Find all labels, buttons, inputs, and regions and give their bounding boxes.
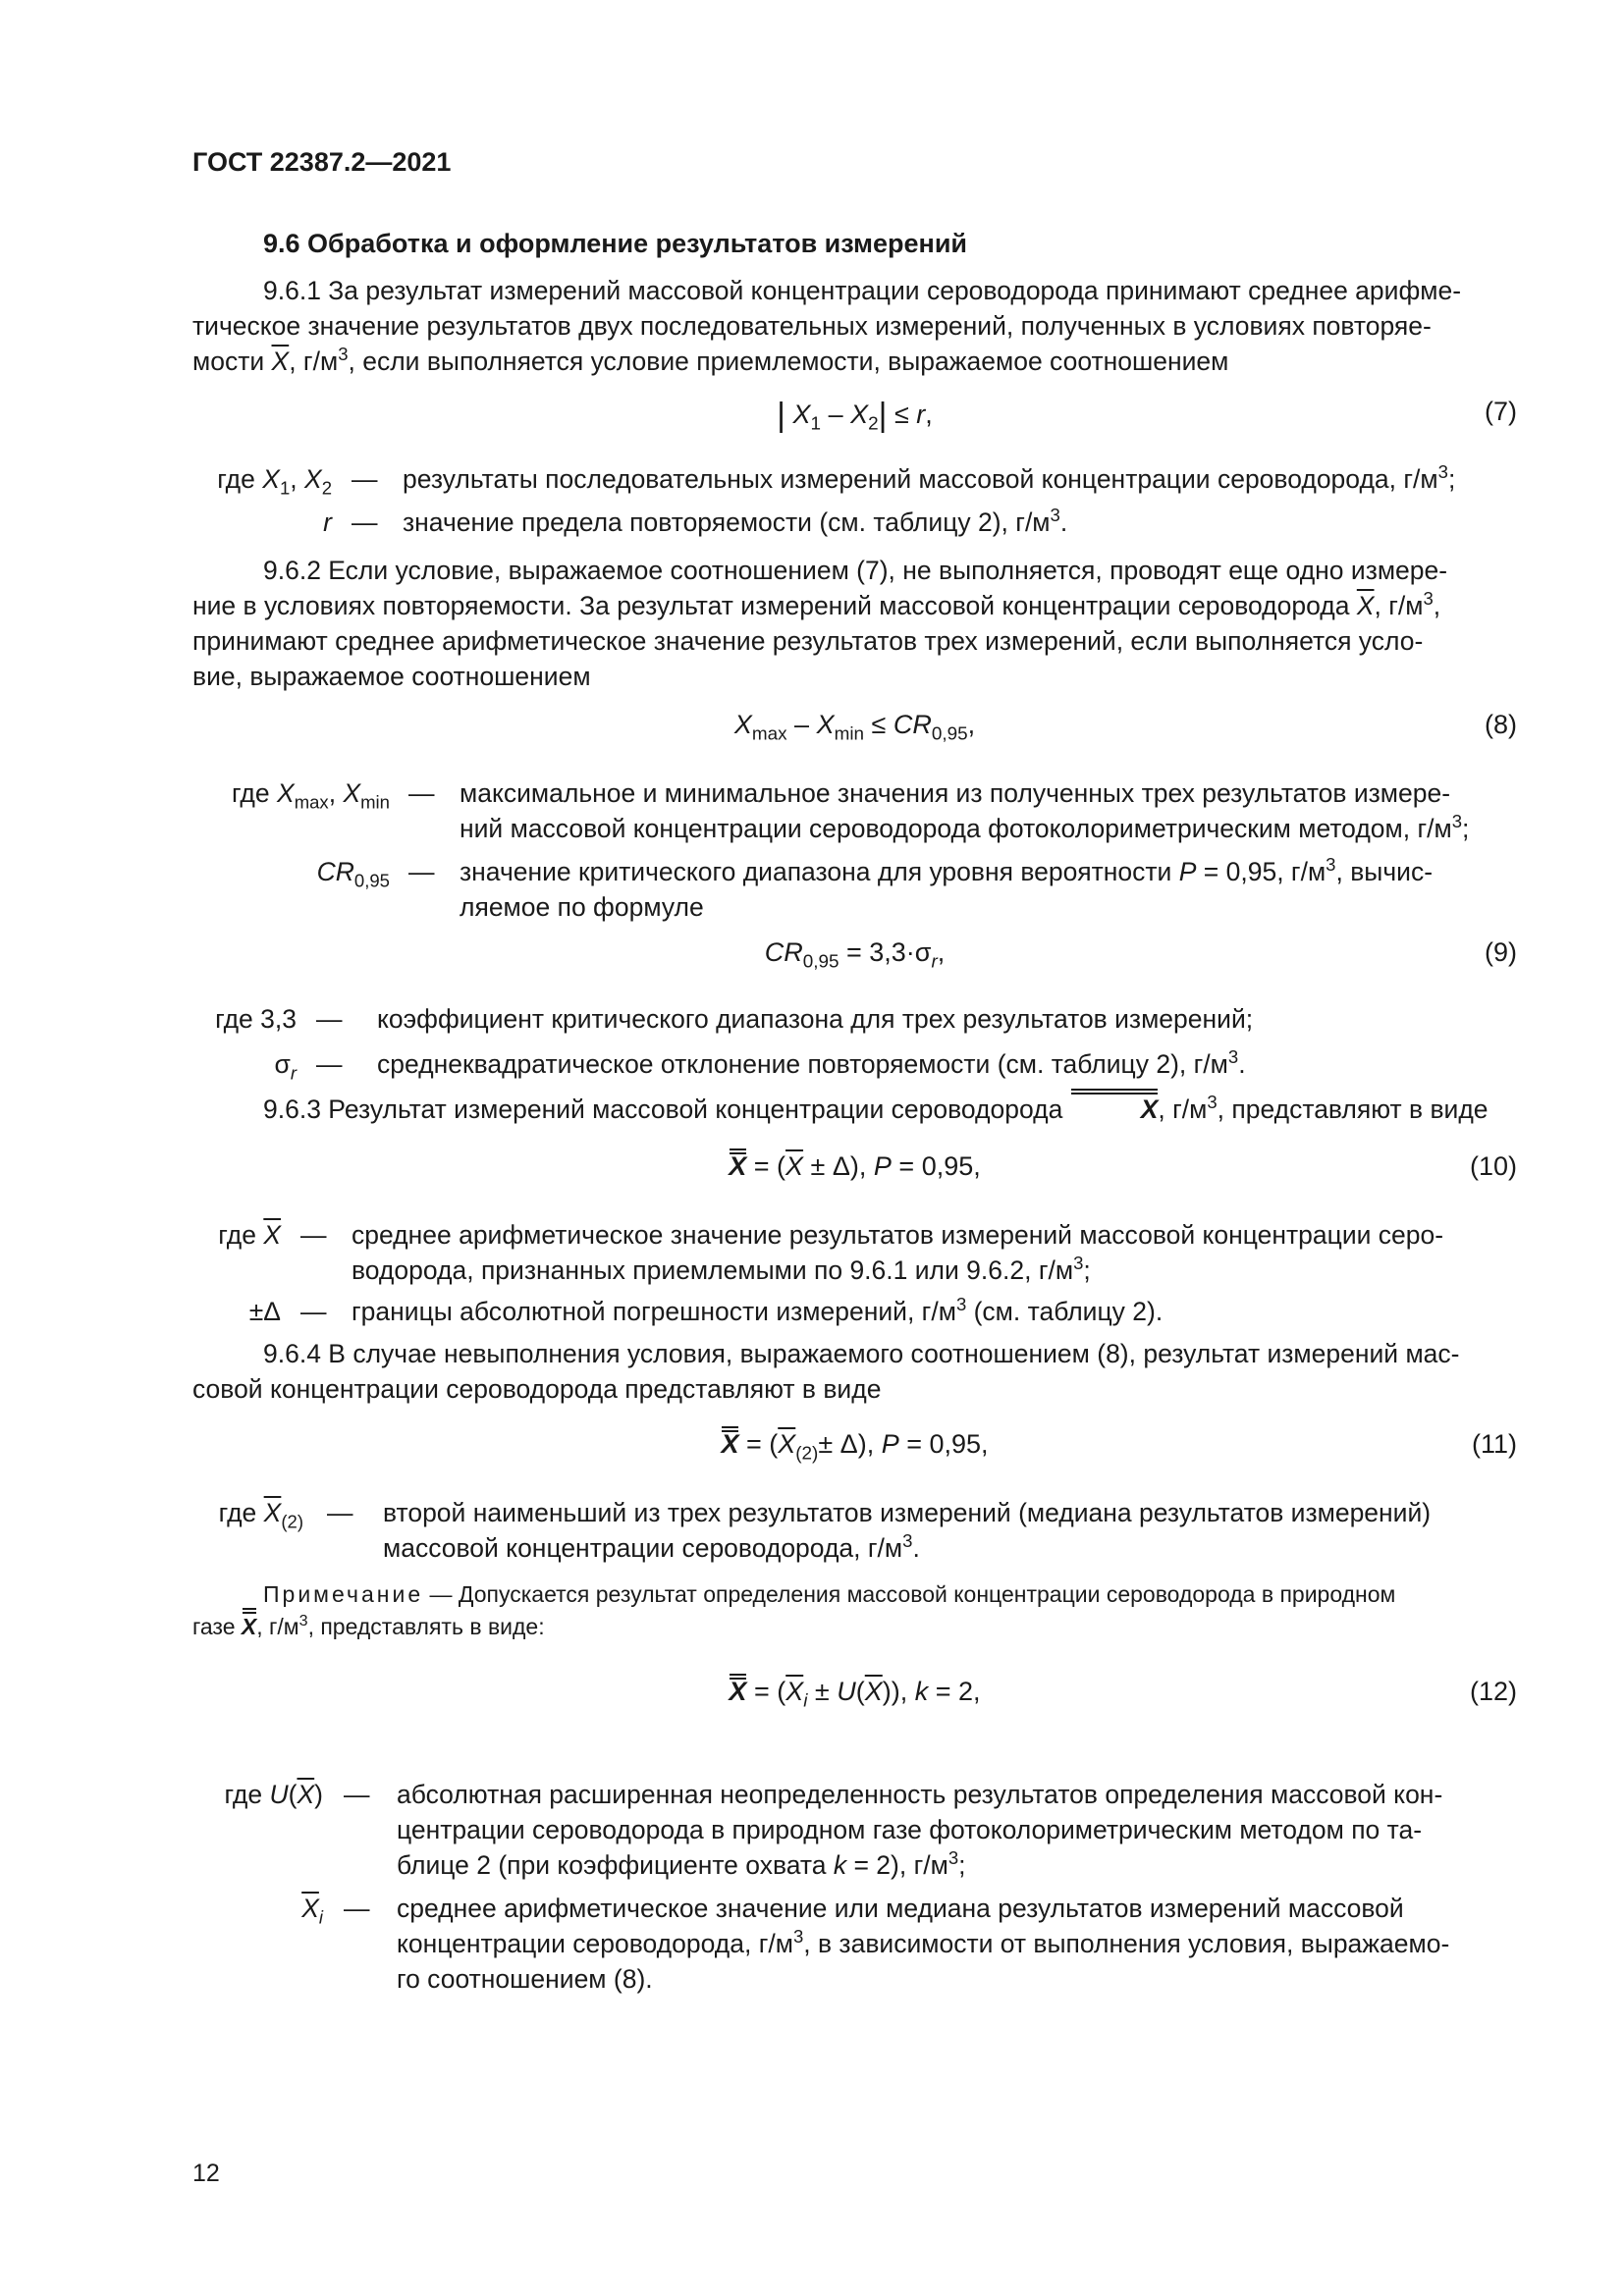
equation-7-formula: | $X_1 - X_2| \le r$,	[777, 397, 933, 435]
legend-symbol-mean: где $\overline{X}$	[218, 1220, 281, 1250]
legend-text-coef: коэффициент критического диапазона для трех результатов измерений;	[377, 1004, 1254, 1034]
legend-symbol-u: где $U(\overline{X})$	[224, 1780, 323, 1809]
note: Примечание — Допускается результат определения массовой концентрации сероводорода в природном газе X, $г/м^3$, представлять в виде:	[192, 1578, 1517, 1643]
equation-10-formula: $X = (\overline{X} \pm \Delta)$, P = 0,95,	[729, 1151, 981, 1181]
legend-text-xi: среднее арифметическое значение или медиана результатов измерений массовой концентрации сероводорода, $г/м^3$, в зависимости от выполнения условия, выражаемо- го соотношением (8).	[397, 1894, 1450, 1994]
legend-text-sigma: среднеквадратическое отклонение повторяемости (см. таблицу 2), $г/м^3$.	[377, 1045, 1246, 1079]
document-code-header: ГОСТ 22387.2—2021	[192, 147, 452, 177]
page-number: 12	[192, 2160, 220, 2187]
equation-11-formula: $X = (\overline{X}_{(2)}\pm \Delta)$, P = 0,95,	[721, 1429, 989, 1465]
legend-symbol-cr095: $CR_{0,95}$	[316, 857, 390, 891]
equation-11-number: (11)	[1471, 1429, 1517, 1459]
legend-text-delta: границы абсолютной погрешности измерений, $г/м^3$ (см. таблицу 2).	[352, 1293, 1164, 1326]
equation-7-number: (7)	[1485, 397, 1517, 426]
equation-7	[192, 397, 1517, 436]
legend-equation-7: где $X_1$, $X_2$ — результаты последовательных измерений массовой концентрации сероводорода, $г/м^3$; r — значение предела повторяемости (см. таблицу 2), $г/м^3$.	[0, 461, 1624, 540]
legend-text-x1-x2: результаты последовательных измерений массовой концентрации сероводорода, $г/м^3$;	[403, 460, 1456, 494]
equation-12-number: (12)	[1469, 1677, 1517, 1706]
legend-symbol-median: где $\overline{X}_{(2)}$	[218, 1498, 303, 1532]
equation-10	[192, 1151, 1517, 1191]
legend-text-r: значение предела повторяемости (см. таблицу 2), $г/м^3$.	[403, 504, 1068, 537]
legend-text-mean: среднее арифметическое значение результатов измерений массовой концентрации серо- водорода, признанных приемлемыми по 9.6.1 или 9.6.2, $г/м^3$;	[352, 1220, 1444, 1285]
paragraph-9-6-1: 9.6.1 За результат измерений массовой концентрации сероводорода принимают среднее арифме- тическое значение результатов двух последовательных измерений, полученных в условиях повторяе- мости $\overline{X}$, $г/м^3$, если выполняется условие приемлемости, выражаемое соотношением	[192, 276, 1462, 376]
legend-symbol-x1-x2: где $X_1$, $X_2$	[217, 464, 332, 499]
paragraph-9-6-4: 9.6.4 В случае невыполнения условия, выражаемого соотношением (8), результат измерений мас- совой концентрации сероводорода представляют в виде	[192, 1339, 1460, 1404]
legend-symbol-sigma: $\sigma_r$	[274, 1049, 297, 1084]
legend-symbol-xmax-xmin: где $X_{max}$, $X_{min}$	[231, 778, 390, 813]
legend-symbol-xi: $\overline{X}_i$	[301, 1894, 323, 1928]
legend-equation-11: где $\overline{X}_{(2)}$ — второй наименьший из трех результатов измерений (медиана результатов измерений) массовой концентрации сероводорода, $г/м^3$.	[0, 1495, 1624, 1574]
legend-text-xmax-xmin: максимальное и минимальное значения из полученных трех результатов измере- ний массовой концентрации сероводорода фотоколориметрическим методом, $г/м^3$;	[460, 778, 1470, 843]
equation-10-number: (10)	[1469, 1151, 1517, 1181]
equation-9	[192, 937, 1517, 977]
equation-8	[192, 710, 1517, 749]
equation-8-number: (8)	[1485, 710, 1517, 739]
legend-equation-9: где 3,3 — коэффициент критического диапазона для трех результатов измерений; $\sigma_r$ — среднеквадратическое отклонение повторяемости (см. таблицу 2), $г/м^3$.	[0, 1001, 1624, 1080]
paragraph-9-6-2: 9.6.2 Если условие, выражаемое соотношением (7), не выполняется, проводят еще одно измере- ние в условиях повторяемости. За результат измерений массовой концентрации сероводорода $\overline{X}$, $г/м^3$, принимают среднее арифметическое значение результатов трех измерений, если выполняется усло- вие, выражаемое соотношением	[192, 556, 1448, 691]
equation-11	[192, 1429, 1517, 1468]
legend-equation-12: где $U(\overline{X})$ — абсолютная расширенная неопределенность результатов определения массовой кон- центрации сероводорода в природном газе фотоколориметрическим методом по та- блице 2 (при коэффициенте охвата k = 2), $г/м^3$; $\overline{X}_i$ — среднее арифметическое значение или медиана результатов измерений массовой концентрации сероводорода, $г/м^3$, в зависимости от выполнения условия, выражаемо- го соотношением (8).	[0, 1777, 1624, 2002]
legend-symbol-coef: где 3,3	[215, 1004, 297, 1034]
legend-symbol-r: r	[323, 507, 332, 537]
note-label: Примечание	[263, 1581, 424, 1607]
paragraph-9-6-3: 9.6.3 Результат измерений массовой концентрации сероводорода X, $г/м^3$, представляют в виде	[192, 1092, 1517, 1127]
section-title: 9.6 Обработка и оформление результатов измерений	[263, 229, 968, 258]
equation-12	[192, 1677, 1517, 1716]
legend-equation-10: где $\overline{X}$ — среднее арифметическое значение результатов измерений массовой концентрации серо- водорода, признанных приемлемыми по 9.6.1 или 9.6.2, $г/м^3$; ±Δ — границы абсолютной погрешности измерений, $г/м^3$ (см. таблицу 2).	[0, 1217, 1624, 1315]
equation-9-number: (9)	[1485, 937, 1517, 967]
legend-text-cr095: значение критического диапазона для уровня вероятности P = 0,95, $г/м^3$, вычис- ляемое по формуле	[460, 853, 1434, 922]
legend-text-u: абсолютная расширенная неопределенность результатов определения массовой кон- центрации сероводорода в природном газе фотоколориметрическим методом по та- блице 2 (при коэффициенте охвата k = 2), $г/м^3$;	[397, 1780, 1443, 1880]
equation-9-formula: $CR_{0,95} = 3,3\cdot\sigma_r$,	[764, 937, 946, 973]
legend-text-median: второй наименьший из трех результатов измерений (медиана результатов измерений) массовой концентрации сероводорода, $г/м^3$.	[383, 1498, 1432, 1563]
equation-8-formula: $X_{max} - X_{min} \le CR_{0,95}$,	[733, 710, 976, 745]
equation-12-formula: $X = (\overline{X}_i \pm U(\overline{X}))$, k = 2,	[729, 1677, 981, 1712]
legend-symbol-delta: ±Δ	[248, 1297, 281, 1326]
legend-equation-8: где $X_{max}$, $X_{min}$ — максимальное и минимальное значения из полученных трех результатов измере- ний массовой концентрации сероводорода фотоколориметрическим методом, $г/м^3$; $CR_{0,95}$ — значение критического диапазона для уровня вероятности P = 0,95, $г/м^3$, вычис- ляемое по формуле	[0, 775, 1624, 913]
